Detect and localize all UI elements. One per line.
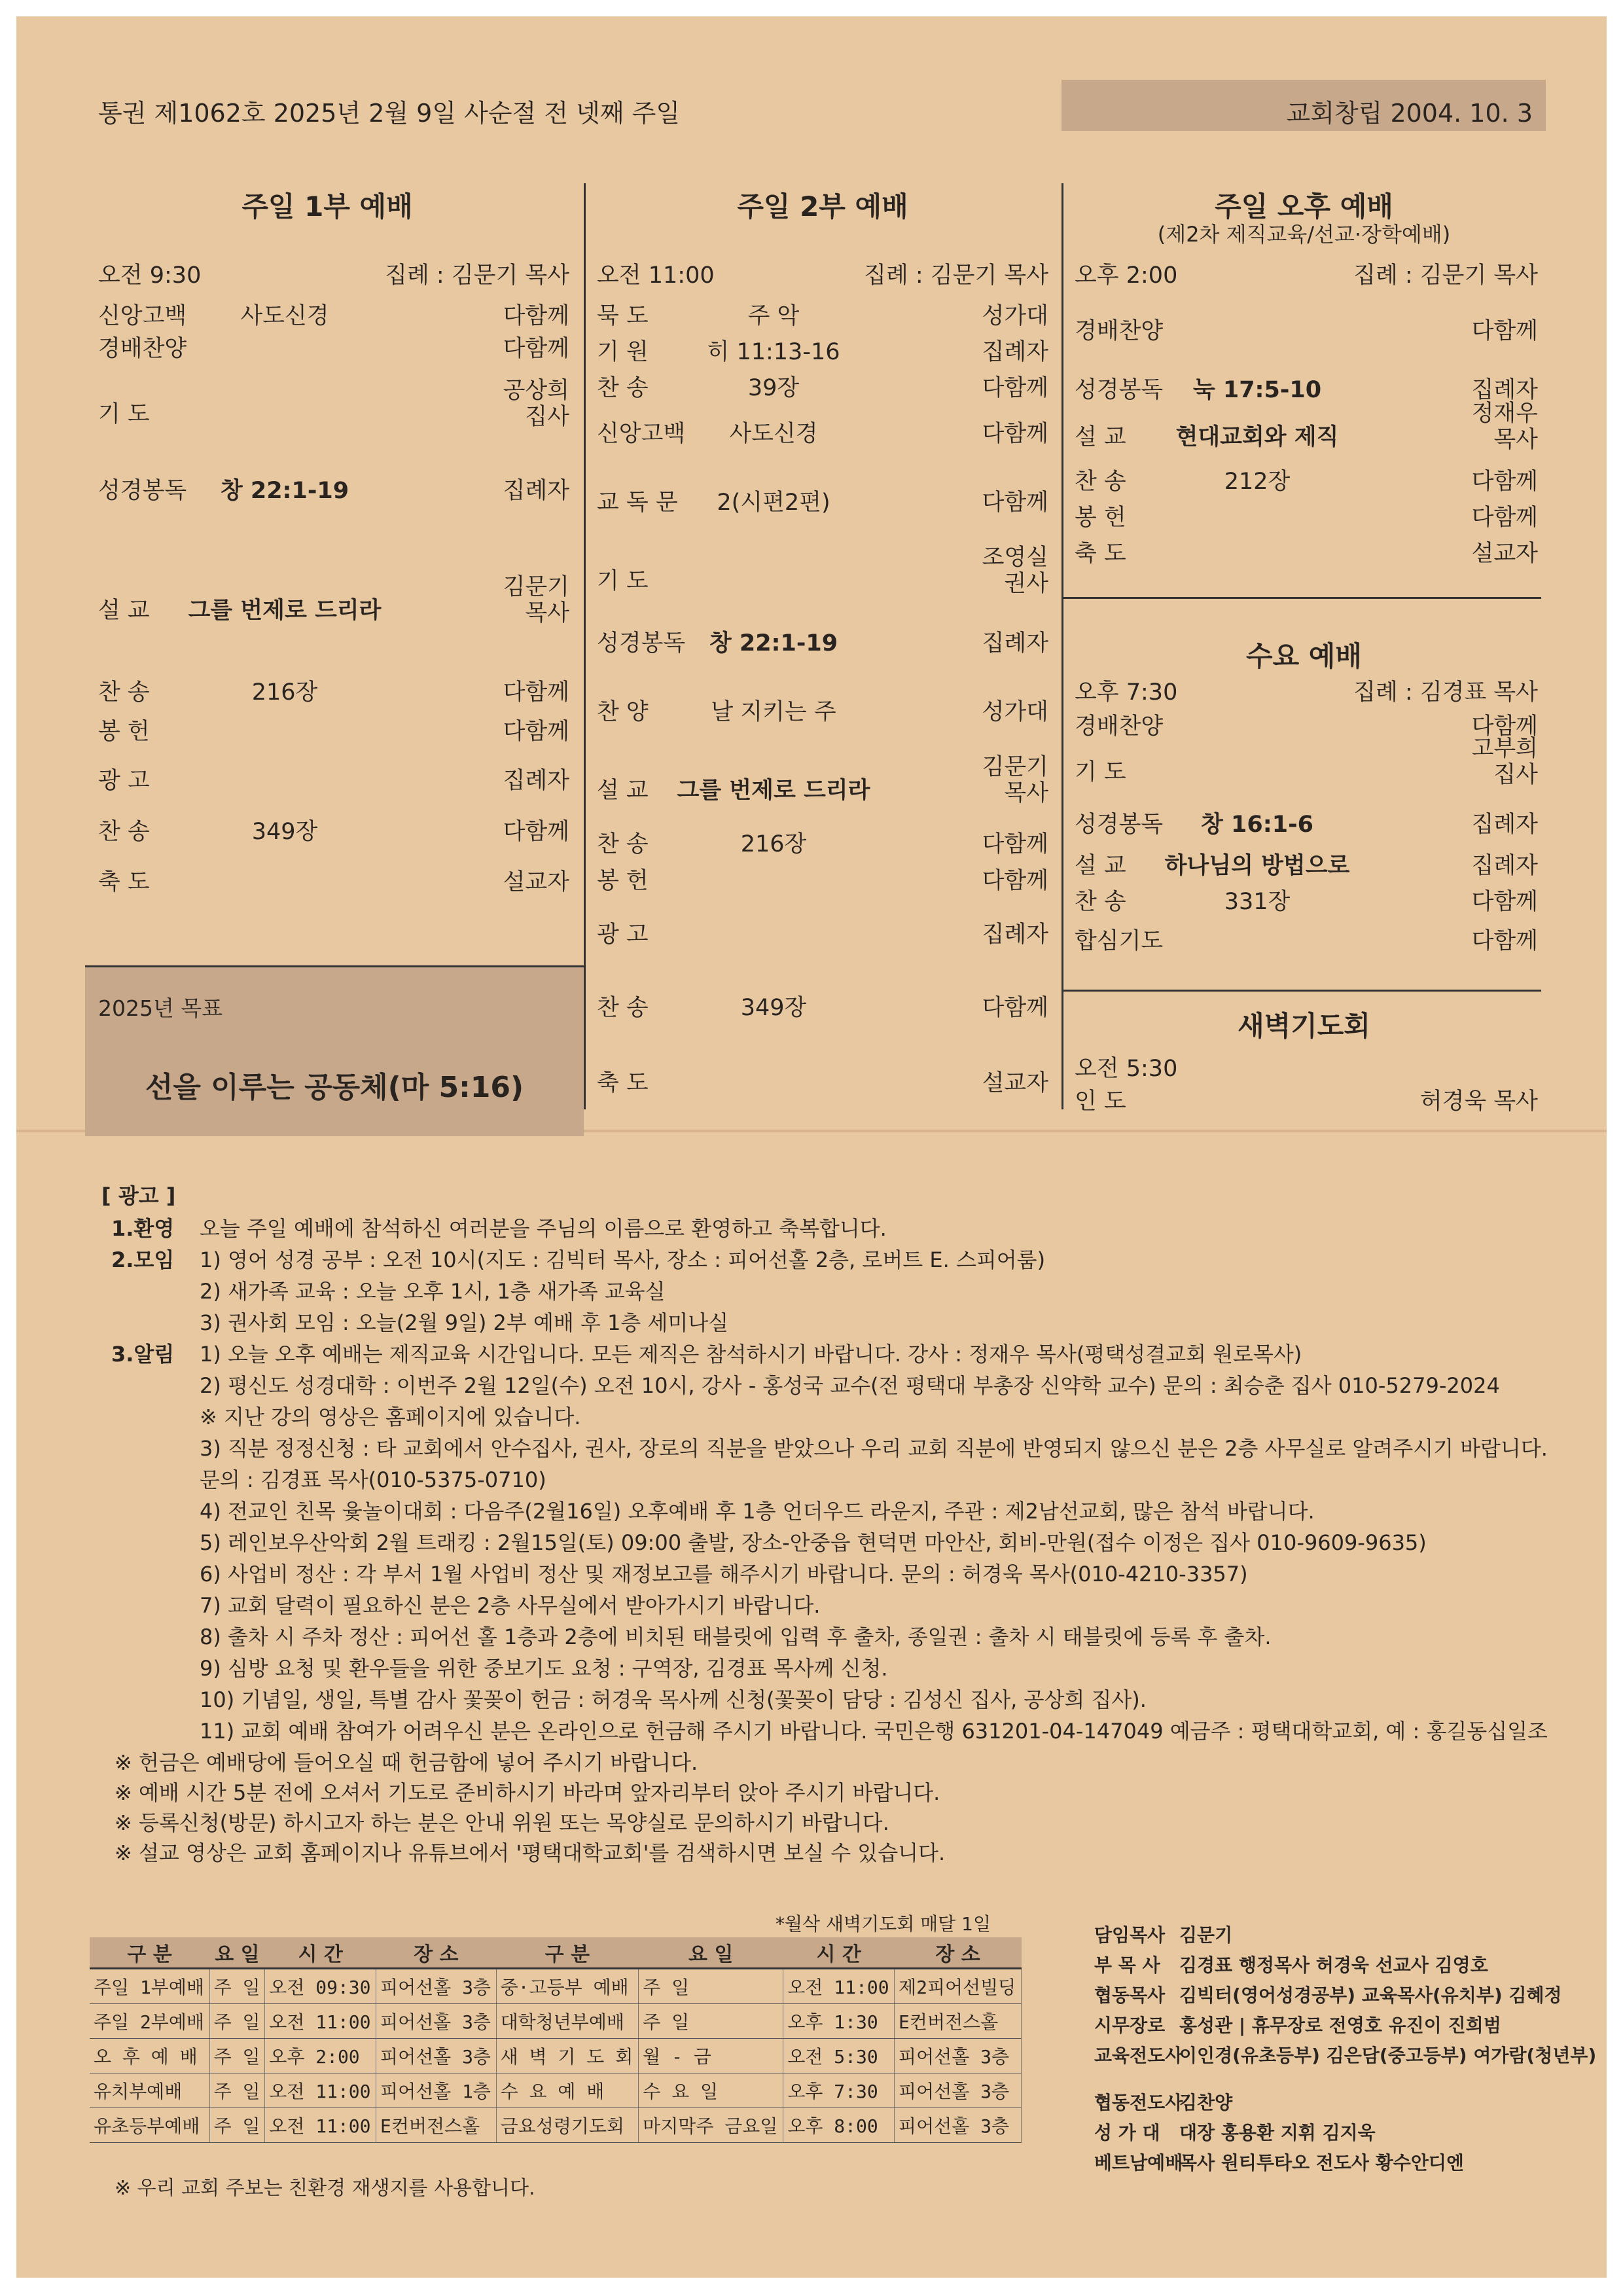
schedule-cell: 주 일 [639,2004,783,2039]
schedule-cell: 새 벽 기 도 회 [496,2039,639,2073]
wed-person: 집례자 [1471,812,1538,838]
service1-label: 찬 송 [98,679,150,706]
schedule-cell: 오 후 예 배 [90,2039,209,2073]
column-divider-1 [584,183,586,1109]
schedule-cell: 피어선홀 3층 [895,2108,1022,2143]
service1-person: 다함께 [503,336,569,362]
ad-category: 3.알림 [111,1342,175,1367]
schedule-cell: 마지막주 금요일 [639,2108,783,2143]
service2-leader: 집례 : 김문기 목사 [864,262,1048,289]
service2-content: 2(시편2편) [717,490,830,516]
service1-label: 기 도 [98,401,150,427]
ad-line: 6) 사업비 정산 : 각 부서 1월 사업비 정산 및 재정보고를 해주시기 바랍니다. 문의 : 허경욱 목사(010-4210-3357) [200,1562,1248,1587]
service2-person: 성가대 [982,303,1048,329]
ad-line: 4) 전교인 친목 윷놀이대회 : 다음주(2월16일) 오후예배 후 1층 언더우드 라운지, 주관 : 제2남선교회, 많은 참석 바랍니다. [200,1499,1315,1524]
service2-title: 주일 2부 예배 [737,190,908,223]
schedule-cell: E컨버전스홀 [376,2108,497,2143]
schedule-cell: 오전 5:30 [783,2039,895,2073]
dawn-title: 새벽기도회 [1238,1010,1370,1042]
service1-label: 봉 헌 [98,719,150,745]
schedule-header-row [90,1937,1022,1969]
wed-person: 다함께 [1471,889,1538,915]
ad-line: 2) 평신도 성경대학 : 이번주 2월 12일(수) 오전 10시, 강사 - 홍성국 교수(전 평택대 부총장 신약학 교수) 문의 : 최승춘 집사 010-5279-2024 [200,1373,1500,1398]
service1-label: 설 교 [98,598,150,624]
staff-row [1094,2011,1501,2037]
afternoon-label: 찬 송 [1075,469,1126,495]
schedule-cell: 주 일 [209,2039,265,2073]
ad-line: 9) 심방 요청 및 환우들을 위한 중보기도 요청 : 구역장, 김경표 목사께 신청. [200,1656,888,1681]
service2-person: 설교자 [982,1070,1048,1096]
ad-note: ※ 헌금은 예배당에 들어오실 때 헌금함에 넣어 주시기 바랍니다. [115,1750,698,1775]
dawn-time: 오전 5:30 [1075,1056,1178,1082]
schedule-header-cell: 장 소 [895,1937,1022,1969]
afternoon-label: 축 도 [1075,541,1126,567]
schedule-cell: 수 요 예 배 [496,2073,639,2108]
service2-content: 주 악 [747,303,800,329]
schedule-cell: 오후 7:30 [783,2073,895,2108]
goal-label: 2025년 목표 [98,996,223,1021]
ad-category: 2.모임 [111,1247,175,1272]
ad-line: 1) 오늘 오후 예배는 제직교육 시간입니다. 모든 제직은 참석하시기 바랍니다. 강사 : 정재우 목사(평택성결교회 원로목사) [200,1342,1302,1367]
service2-content: 날 지키는 주 [711,699,836,725]
schedule-cell: 오전 11:00 [265,2073,376,2108]
founding-date: 교회창립 2004. 10. 3 [1286,99,1533,128]
afternoon-content: 212장 [1224,469,1291,495]
afternoon-time: 오후 2:00 [1075,262,1178,289]
schedule-header-cell: 요 일 [639,1937,783,1969]
service1-title: 주일 1부 예배 [241,190,413,223]
service1-person: 다함께 [503,679,569,706]
wed-content: 331장 [1224,889,1291,915]
service1-content: 그를 번제로 드리라 [188,598,382,624]
schedule-cell: 피어선홀 3층 [376,2004,497,2039]
service2-label: 기 도 [597,568,649,594]
service1-label: 경배찬양 [98,336,187,362]
dawn-role: 인 도 [1075,1088,1126,1115]
service1-label: 신앙고백 [98,303,187,329]
schedule-cell: 오전 11:00 [265,2108,376,2143]
afternoon-person: 다함께 [1471,469,1538,495]
service-schedule-table [90,1937,1022,2143]
ad-line: 7) 교회 달력이 필요하신 분은 2층 사무실에서 받아가시기 바랍니다. [200,1593,821,1618]
schedule-cell: 주 일 [209,2108,265,2143]
staff-role: 협동전도사 [1094,2092,1183,2113]
service1-time: 오전 9:30 [98,262,202,289]
staff-role: 부 목 사 [1094,1954,1160,1976]
schedule-cell: 유치부예배 [90,2073,209,2108]
staff-names: 김빅터(영어성경공부) 교육목사(유치부) 김혜정 [1179,1984,1562,2006]
dawn-monthly-note: *월삭 새벽기도회 매달 1일 [776,1913,991,1935]
wed-title: 수요 예배 [1246,640,1362,672]
staff-row [1094,1951,1488,1977]
service2-person: 다함께 [982,868,1048,894]
service2-label: 봉 헌 [597,868,649,894]
schedule-cell: 월 - 금 [639,2039,783,2073]
staff-row [1094,2041,1596,2068]
schedule-cell: 오전 09:30 [265,1969,376,2004]
staff-row [1094,2089,1232,2115]
afternoon-title: 주일 오후 예배 [1215,190,1393,223]
service2-label: 신앙고백 [597,421,686,447]
schedule-cell: E컨버전스홀 [895,2004,1022,2039]
afternoon-content: 현대교회와 제직 [1175,424,1339,450]
afternoon-label: 설 교 [1075,424,1126,450]
staff-row [1094,2119,1376,2145]
ad-line: 3) 직분 정정신청 : 타 교회에서 안수집사, 권사, 장로의 직분을 받았으나 우리 교회 직분에 반영되지 않으신 분은 2층 사무실로 알려주시기 바랍니다. [200,1436,1548,1461]
afternoon-person: 다함께 [1471,505,1538,531]
schedule-cell: 수 요 일 [639,2073,783,2108]
service1-person: 집례자 [503,478,569,504]
wed-label: 경배찬양 [1075,713,1164,740]
service1-content: 창 22:1-19 [220,478,349,504]
staff-names: 김찬양 [1179,2092,1233,2113]
afternoon-content: 눅 17:5-10 [1192,377,1322,403]
service2-content: 349장 [740,995,807,1021]
service2-person: 집례자 [982,630,1048,656]
service2-person: 다함께 [982,995,1048,1021]
wed-person: 고부희 집사 [1471,736,1538,788]
service2-label: 찬 송 [597,831,649,857]
ad-line: 문의 : 김경표 목사(010-5375-0710) [200,1467,546,1492]
schedule-cell: 제2피어선빌딩 [895,1969,1022,2004]
schedule-cell: 피어선홀 3층 [895,2073,1022,2108]
ad-line: ※ 지난 강의 영상은 홈페이지에 있습니다. [200,1405,581,1429]
goal-text: 선을 이루는 공동체(마 5:16) [145,1071,524,1104]
service1-label: 광 고 [98,768,150,794]
schedule-cell: 오후 2:00 [265,2039,376,2073]
service2-label: 성경봉독 [597,630,686,656]
schedule-cell: 오전 11:00 [265,2004,376,2039]
schedule-cell: 유초등부예배 [90,2108,209,2143]
ad-line: 3) 권사회 모임 : 오늘(2월 9일) 2부 예배 후 1층 세미나실 [200,1310,729,1335]
schedule-cell: 주일 2부예배 [90,2004,209,2039]
service1-leader: 집례 : 김문기 목사 [385,262,569,289]
schedule-cell: 피어선홀 3층 [376,1969,497,2004]
ad-note: ※ 예배 시간 5분 전에 오셔서 기도로 준비하시기 바라며 앞자리부터 앉아 주시기 바랍니다. [115,1780,940,1805]
schedule-header-cell: 장 소 [376,1937,497,1969]
service2-person: 집례자 [982,922,1048,948]
service2-person: 다함께 [982,375,1048,401]
schedule-cell: 오전 11:00 [783,1969,895,2004]
service1-person: 김문기 목사 [503,574,569,626]
service1-label: 찬 송 [98,819,150,845]
schedule-cell: 피어선홀 3층 [376,2039,497,2073]
service2-person: 조영실 권사 [982,545,1048,597]
dawn-divider [1061,990,1541,992]
service2-time: 오전 11:00 [597,262,715,289]
service2-label: 묵 도 [597,303,649,329]
staff-row [1094,1981,1562,2007]
staff-role: 담임목사 [1094,1924,1166,1946]
schedule-cell: 주 일 [209,2073,265,2108]
schedule-header-cell: 요 일 [209,1937,265,1969]
service2-label: 광 고 [597,922,649,948]
afternoon-leader: 집례 : 김문기 목사 [1353,262,1538,289]
service1-person: 다함께 [503,819,569,845]
afternoon-person: 집례자 [1471,377,1538,403]
schedule-cell: 대학청년부예배 [496,2004,639,2039]
schedule-header-cell: 시 간 [783,1937,895,1969]
ad-line: 2) 새가족 교육 : 오늘 오후 1시, 1층 새가족 교육실 [200,1279,666,1304]
service2-label: 설 교 [597,778,649,804]
schedule-row [90,2039,1022,2073]
staff-role: 교육전도사 [1094,2045,1183,2066]
staff-row [1094,2149,1464,2175]
schedule-row [90,2004,1022,2039]
afternoon-label: 성경봉독 [1075,377,1164,403]
staff-names: 김문기 [1179,1924,1233,1946]
service1-person: 다함께 [503,303,569,329]
service1-label: 축 도 [98,869,150,895]
staff-role: 성 가 대 [1094,2122,1160,2144]
schedule-cell: 오후 1:30 [783,2004,895,2039]
service1-content: 349장 [251,819,318,845]
staff-names: 김경표 행정목사 허경욱 선교사 김영호 [1179,1954,1488,1976]
wed-leader: 집례 : 김경표 목사 [1353,679,1538,706]
wed-person: 다함께 [1471,713,1538,740]
wed-person: 다함께 [1471,928,1538,954]
ad-line: 5) 레인보우산악회 2월 트래킹 : 2월15일(토) 09:00 출발, 장소-안중읍 현덕면 마안산, 회비-만원(접수 이정은 집사 010-9609-9635) [200,1530,1427,1555]
schedule-cell: 피어선홀 3층 [895,2039,1022,2073]
staff-names: 이인경(유초등부) 김은담(중고등부) 여가람(청년부) [1179,2045,1597,2066]
schedule-cell: 주 일 [639,1969,783,2004]
wed-content: 하나님의 방법으로 [1164,853,1350,879]
afternoon-person: 정재우 목사 [1471,401,1538,453]
ads-heading: [ 광고 ] [101,1183,176,1208]
service1-content: 사도신경 [240,303,329,329]
wed-label: 합심기도 [1075,928,1164,954]
service2-label: 찬 송 [597,375,649,401]
service1-person: 공상희 집사 [503,378,569,430]
ad-line: 8) 출차 시 주차 정산 : 피어선 홀 1층과 2층에 비치된 태블릿에 입력 후 출차, 종일권 : 출차 시 태블릿에 등록 후 출차. [200,1624,1272,1649]
wed-divider [1061,597,1541,599]
wed-label: 찬 송 [1075,889,1126,915]
service2-label: 찬 양 [597,699,649,725]
ad-line: 11) 교회 예배 참여가 어려우신 분은 온라인으로 헌금해 주시기 바랍니다. 국민은행 631201-04-147049 예금주 : 평택대학교회, 예 : 홍길동십일조 [200,1719,1548,1744]
schedule-row [90,2073,1022,2108]
ad-category: 1.환영 [111,1216,175,1241]
afternoon-label: 봉 헌 [1075,505,1126,531]
service2-content: 216장 [740,831,807,857]
ad-line: 10) 기념일, 생일, 특별 감사 꽃꽂이 헌금 : 허경욱 목사께 신청(꽃꽂이 담당 : 김성신 집사, 공상희 집사). [200,1687,1147,1712]
service2-person: 다함께 [982,831,1048,857]
service2-content: 사도신경 [729,421,818,447]
service2-content: 히 11:13-16 [707,339,840,365]
service2-person: 다함께 [982,490,1048,516]
staff-names: 대장 홍용환 지휘 김지욱 [1179,2122,1376,2144]
staff-role: 베트남예배 [1094,2152,1183,2174]
service1-person: 다함께 [503,719,569,745]
service2-person: 성가대 [982,699,1048,725]
service2-person: 김문기 목사 [982,754,1048,806]
schedule-cell: 주일 1부예배 [90,1969,209,2004]
wed-label: 성경봉독 [1075,812,1164,838]
schedule-cell: 금요성령기도회 [496,2108,639,2143]
ad-line: 1) 영어 성경 공부 : 오전 10시(지도 : 김빅터 목사, 장소 : 피어선홀 2층, 로버트 E. 스피어룸) [200,1247,1046,1272]
staff-role: 협동목사 [1094,1984,1166,2006]
service1-person: 집례자 [503,768,569,794]
service2-label: 찬 송 [597,995,649,1021]
staff-names: 홍성관 | 휴무장로 전영호 유진이 진희범 [1179,2015,1501,2036]
schedule-row [90,2108,1022,2143]
schedule-header-cell: 구 분 [496,1937,639,1969]
schedule-cell: 피어선홀 1층 [376,2073,497,2108]
service2-label: 축 도 [597,1070,649,1096]
wed-person: 집례자 [1471,853,1538,879]
ad-note: ※ 등록신청(방문) 하시고자 하는 분은 안내 위원 또는 목양실로 문의하시기 바랍니다. [115,1810,889,1835]
schedule-cell: 오후 8:00 [783,2108,895,2143]
service2-person: 다함께 [982,421,1048,447]
afternoon-person: 설교자 [1471,541,1538,567]
ad-line: 오늘 주일 예배에 참석하신 여러분을 주님의 이름으로 환영하고 축복합니다. [200,1216,887,1241]
afternoon-subtitle: (제2차 제직교육/선교·장학예배) [1157,222,1451,247]
ad-note: ※ 설교 영상은 교회 홈페이지나 유튜브에서 '평택대학교회'를 검색하시면 보실 수 있습니다. [115,1840,946,1865]
dawn-leader: 허경욱 목사 [1419,1088,1538,1115]
staff-role: 시무장로 [1094,2015,1166,2036]
issue-info: 통권 제1062호 2025년 2월 9일 사순절 전 넷째 주일 [98,99,681,128]
staff-row [1094,1921,1232,1947]
wed-label: 기 도 [1075,759,1126,785]
schedule-cell: 주 일 [209,2004,265,2039]
service2-content: 39장 [747,375,800,401]
schedule-header-cell: 시 간 [265,1937,376,1969]
staff-names: 목사 원티투타오 전도사 황수안디엔 [1179,2152,1464,2174]
wed-label: 설 교 [1075,853,1126,879]
wed-content: 창 16:1-6 [1201,812,1313,838]
service2-label: 교 독 문 [597,490,678,516]
afternoon-person: 다함께 [1471,318,1538,344]
schedule-cell: 중·고등부 예배 [496,1969,639,2004]
schedule-row [90,1969,1022,2004]
service2-content: 그를 번제로 드리라 [677,778,870,804]
service1-person: 설교자 [503,869,569,895]
recycled-paper-note: ※ 우리 교회 주보는 친환경 재생지를 사용합니다. [115,2177,535,2200]
service2-label: 기 원 [597,339,649,365]
service1-content: 216장 [251,679,318,706]
schedule-cell: 주 일 [209,1969,265,2004]
wed-time: 오후 7:30 [1075,679,1178,706]
service2-content: 창 22:1-19 [709,630,838,656]
service1-label: 성경봉독 [98,478,187,504]
afternoon-label: 경배찬양 [1075,318,1164,344]
schedule-header-cell: 구 분 [90,1937,209,1969]
service2-person: 집례자 [982,339,1048,365]
